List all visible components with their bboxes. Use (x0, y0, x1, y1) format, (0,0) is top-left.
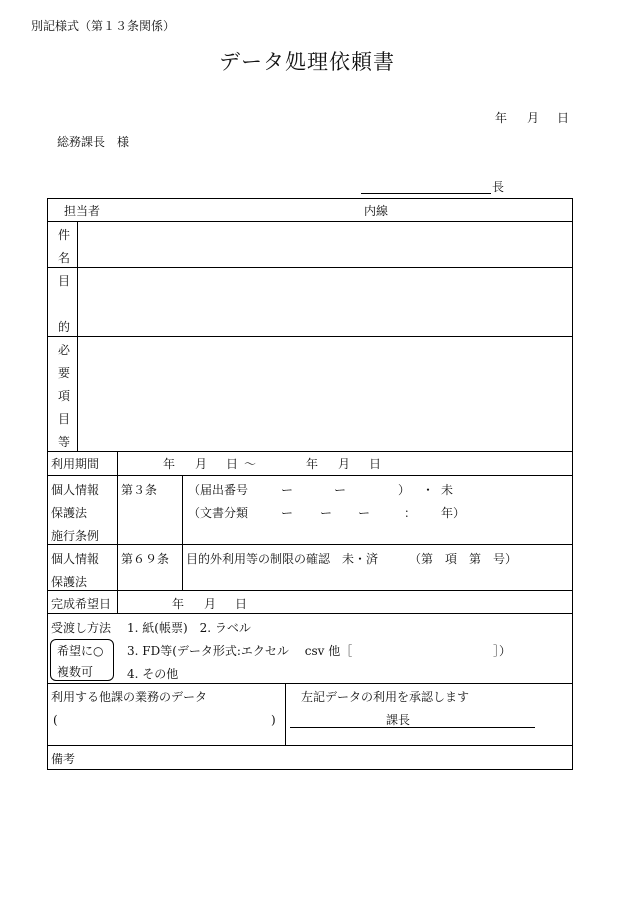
applicant-signature-line (361, 193, 491, 194)
other-data-close: ) (271, 713, 276, 727)
bunsho-label: （文書分類 (188, 506, 249, 520)
riyou-end-month: 月 (338, 457, 351, 471)
bunsho-dash-2: ー (320, 506, 333, 520)
kojin2-clause: （第 項 第 号） (409, 552, 518, 566)
other-data-label: 利用する他課の業務のデータ (51, 690, 208, 704)
naisen-label: 内線 (364, 204, 389, 218)
kenmei-char-2: 名 (58, 251, 71, 265)
form-reference: 別記様式（第１３条関係） (31, 19, 176, 33)
kachou-label: 課長 (386, 713, 411, 727)
note-kibou: 希望に○ (57, 644, 104, 658)
hitsuyou-field[interactable] (78, 337, 572, 451)
riyou-start-year: 年 (163, 457, 176, 471)
hitsuyou-char-5: 等 (58, 435, 71, 449)
riyou-end-year: 年 (306, 457, 319, 471)
kojin1-label-1: 個人情報 (51, 483, 100, 497)
todokede-mi: 未 (441, 483, 454, 497)
kansei-month: 月 (204, 597, 217, 611)
hitsuyou-char-1: 必 (58, 343, 71, 357)
option-3-close: ］） (493, 644, 512, 658)
kojin1-label-2: 保護法 (51, 506, 88, 520)
option-3[interactable]: 3. FD等(データ形式:エクセル csv 他［ (127, 644, 353, 658)
riyou-start-day: 日 (226, 457, 239, 471)
kansei-label: 完成希望日 (51, 597, 112, 611)
riyou-end-day: 日 (369, 457, 382, 471)
todokede-dash-2: ー (334, 483, 347, 497)
mokutekigai-check: 目的外利用等の制限の確認 未・済 (186, 552, 379, 566)
mokuteki-char-2: 的 (58, 320, 71, 334)
mokuteki-char-1: 目 (58, 274, 71, 288)
kojin1-article: 第３条 (121, 483, 158, 497)
hitsuyou-char-4: 目 (58, 412, 71, 426)
hitsuyou-char-3: 項 (58, 389, 71, 403)
todokede-close: ） (398, 483, 411, 497)
riyou-tilde: ～ (244, 457, 257, 471)
bunsho-year: 年） (441, 506, 466, 520)
kojin2-label-1: 個人情報 (51, 552, 100, 566)
page-title: データ処理依頼書 (219, 50, 395, 74)
addressee: 総務課長 様 (57, 135, 130, 149)
kansei-day: 日 (235, 597, 248, 611)
ukewatashi-label: 受渡し方法 (51, 621, 112, 635)
riyou-kikan-label: 利用期間 (51, 457, 100, 471)
date-day: 日 (557, 111, 570, 125)
other-data-field[interactable] (62, 710, 267, 730)
kojin2-label-2: 保護法 (51, 575, 88, 589)
kojin2-article: 第６９条 (121, 552, 170, 566)
approval-label: 左記データの利用を承認します (301, 690, 470, 704)
bikou-field[interactable] (80, 746, 570, 768)
tantousha-label: 担当者 (64, 204, 101, 218)
note-fukusuu: 複数可 (57, 665, 94, 679)
todokede-label: （届出番号 (188, 483, 249, 497)
applicant-suffix: 長 (492, 180, 505, 194)
kansei-year: 年 (172, 597, 185, 611)
bunsho-colon: ： (404, 506, 417, 520)
kenmei-char-1: 件 (58, 228, 71, 242)
hitsuyou-char-2: 要 (58, 366, 71, 380)
todokede-dot: ・ (422, 483, 435, 497)
approval-signature-line (290, 727, 535, 728)
todokede-dash-1: ー (281, 483, 294, 497)
riyou-start-month: 月 (195, 457, 208, 471)
other-data-open: ( (53, 713, 58, 727)
date-year: 年 (495, 111, 508, 125)
kojin1-label-3: 施行条例 (51, 529, 100, 543)
mokuteki-field[interactable] (78, 268, 572, 336)
option-1-2[interactable]: 1. 紙(帳票) 2. ラベル (127, 621, 251, 635)
bunsho-dash-3: ー (358, 506, 371, 520)
option-4[interactable]: 4. その他 (127, 667, 179, 681)
bikou-label: 備考 (51, 752, 76, 766)
date-month: 月 (527, 111, 540, 125)
kenmei-field[interactable] (78, 222, 572, 267)
bunsho-dash-1: ー (281, 506, 294, 520)
